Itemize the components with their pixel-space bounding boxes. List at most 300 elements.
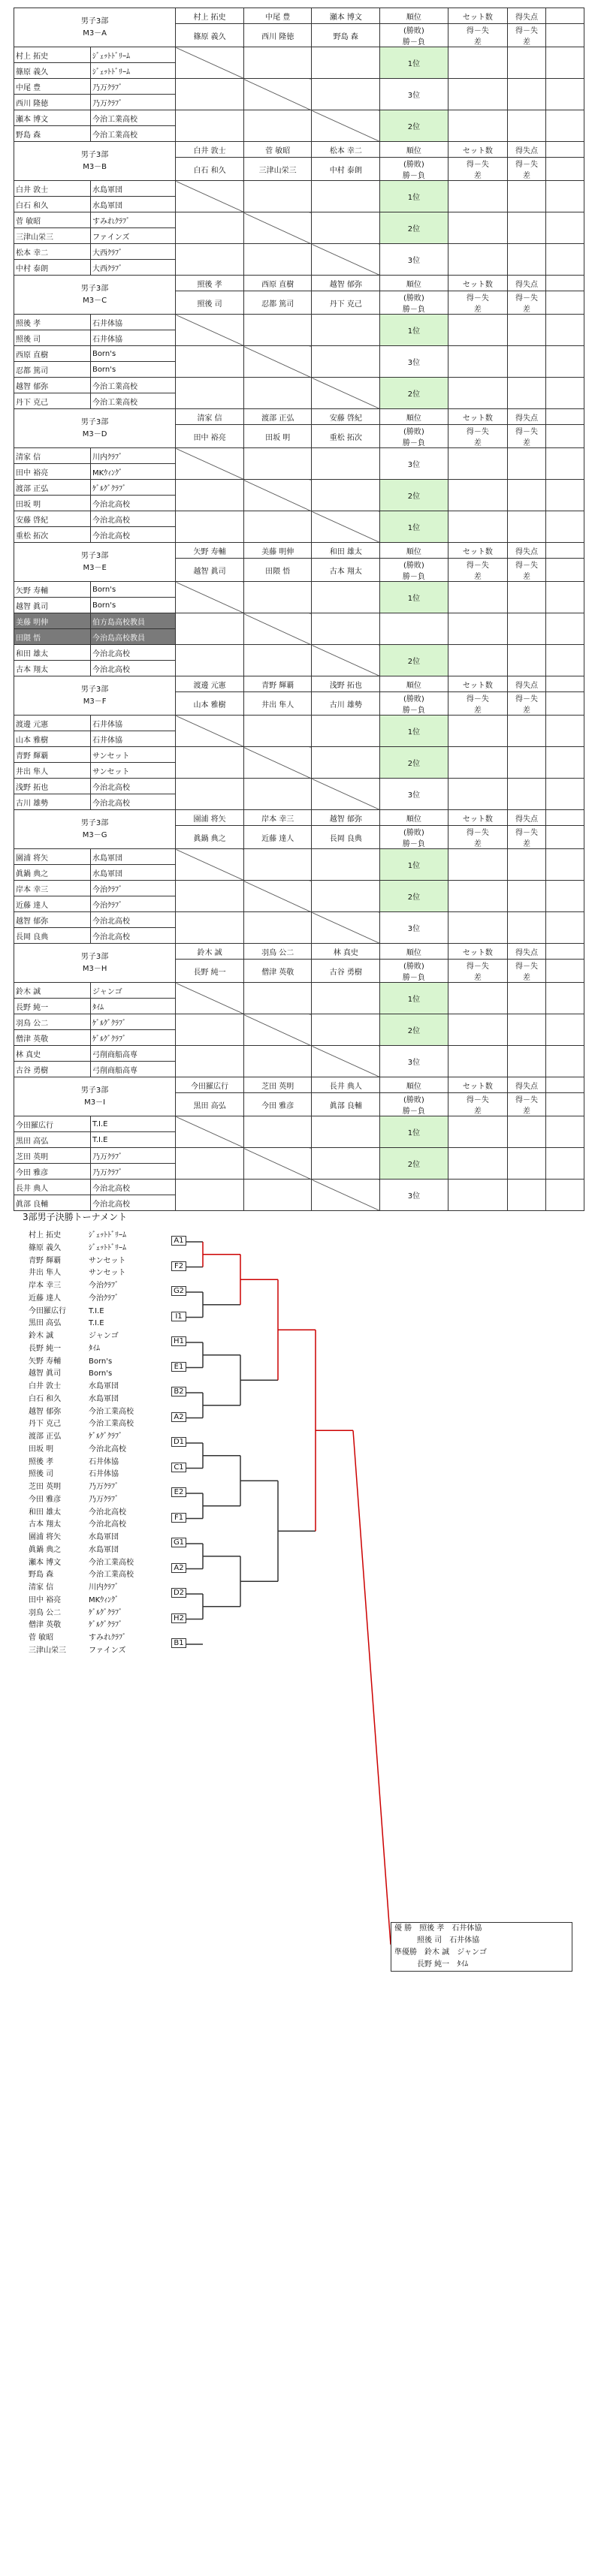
runnerup-name-1: 鈴木 誠 — [424, 1948, 450, 1957]
player-team: 大西ｸﾗﾌﾞ — [90, 260, 175, 276]
header-rank: 順位 — [380, 276, 448, 291]
champion-name-2: 照後 司 — [417, 1936, 442, 1945]
rank-cell: 1位 — [380, 315, 448, 346]
pts-cell — [508, 983, 546, 1014]
bracket-entry: 古本 翔太 今治北高校 — [29, 1520, 126, 1529]
header-player: 美藤 明伸 — [243, 543, 312, 559]
bracket-entry: 井出 隼人 サンセット — [29, 1269, 126, 1278]
pts-cell — [508, 212, 546, 244]
header-player: 西原 直樹 — [243, 276, 312, 291]
player-team: 乃万ｸﾗﾌﾞ — [90, 79, 175, 95]
player-team: ｹﾞﾙｸﾞｸﾗﾌﾞ — [90, 480, 175, 496]
player-team: T.I.E — [90, 1132, 175, 1148]
pts-cell — [508, 645, 546, 676]
bracket-entry: 青野 輝覇 サンセット — [29, 1256, 126, 1265]
player-name: 越智 郁弥 — [14, 378, 91, 393]
match-cell — [312, 511, 380, 543]
match-cell — [243, 983, 312, 1014]
match-cell — [176, 448, 244, 480]
header-partner: 西川 隆徳 — [243, 24, 312, 47]
player-team: 石井体協 — [90, 315, 175, 330]
player-team: 今治北高校 — [90, 794, 175, 810]
bracket-seed-code: I1 — [171, 1312, 186, 1321]
header-partner: 古本 翔太 — [312, 559, 380, 582]
player-name: 黒田 高弘 — [14, 1132, 91, 1148]
player-team: 乃万ｸﾗﾌﾞ — [90, 95, 175, 110]
player-team: 今治島高校教員 — [90, 629, 175, 645]
player-name: 山本 雅樹 — [14, 731, 91, 747]
player-team: 石井体協 — [90, 731, 175, 747]
set-cell — [448, 881, 507, 912]
player-team: 今治ｸﾗﾌﾞ — [90, 896, 175, 912]
bracket-entry: 長野 純一 ﾀｲﾑ — [29, 1344, 100, 1353]
pts-cell — [508, 1148, 546, 1180]
player-name: 田坂 明 — [14, 496, 91, 511]
group-table — [14, 809, 584, 944]
bracket-seed-code: A1 — [171, 1236, 186, 1246]
match-cell — [312, 747, 380, 779]
group-table — [14, 943, 584, 1077]
player-team: T.I.E — [90, 1116, 175, 1132]
player-name: 重松 拓次 — [14, 527, 91, 543]
champion-name-1: 照後 孝 — [419, 1924, 445, 1933]
round-robin-group — [14, 8, 584, 142]
player-name: 田中 裕亮 — [14, 464, 91, 480]
match-cell — [243, 1148, 312, 1180]
bracket-seed-code: B2 — [171, 1387, 186, 1396]
header-partner: 三津山栄三 — [243, 158, 312, 181]
header-partner: 重松 拓次 — [312, 425, 380, 448]
player-team: 今治北高校 — [90, 661, 175, 676]
match-cell — [176, 1116, 244, 1148]
round-robin-group — [14, 809, 584, 944]
player-team: 弓削商船高専 — [90, 1046, 175, 1062]
match-cell — [176, 1148, 244, 1180]
player-name: 越智 眞司 — [14, 598, 91, 613]
player-name: 渡邊 元憲 — [14, 716, 91, 731]
pts-cell — [508, 1046, 546, 1077]
match-cell — [312, 849, 380, 881]
bracket-seed-code: D1 — [171, 1437, 186, 1447]
bracket-entry: 今田羅広行 T.I.E — [29, 1306, 104, 1315]
player-team: 今治北高校 — [90, 1195, 175, 1211]
player-name: 長井 典人 — [14, 1180, 91, 1195]
header-player: 清家 信 — [176, 409, 244, 425]
bracket-seed-code: E1 — [171, 1362, 186, 1372]
pts-cell — [508, 1116, 546, 1148]
header-partner: 近藤 達人 — [243, 826, 312, 849]
player-name: 僧津 英敬 — [14, 1030, 91, 1046]
header-rank-sub: (勝敗) 勝－負 — [380, 425, 448, 448]
match-cell — [312, 582, 380, 613]
bracket-seed-code: A2 — [171, 1563, 186, 1573]
header-partner: 山本 雅樹 — [176, 692, 244, 716]
champion-team-2: 石井体協 — [449, 1936, 480, 1945]
header-pts-sub: 得－失 差 — [508, 826, 546, 849]
rank-cell: 1位 — [380, 983, 448, 1014]
set-cell — [448, 613, 507, 645]
pts-cell — [508, 346, 546, 378]
round-robin-group — [14, 141, 584, 276]
pts-cell — [508, 79, 546, 110]
bracket-entry: 園浦 将矢 水島軍団 — [29, 1533, 119, 1541]
header-player: 岸本 幸三 — [243, 810, 312, 826]
rank-cell: 1位 — [380, 511, 448, 543]
player-name: 丹下 克己 — [14, 393, 91, 409]
header-player: 菅 敏昭 — [243, 142, 312, 158]
header-player: 羽鳥 公二 — [243, 944, 312, 960]
match-cell — [312, 448, 380, 480]
player-team: ｼﾞｪｯﾄﾄﾞﾘｰﾑ — [90, 47, 175, 63]
header-player: 越智 郁弥 — [312, 810, 380, 826]
set-cell — [448, 181, 507, 212]
bracket-entry: 白石 和久 水島軍団 — [29, 1394, 119, 1403]
match-cell — [243, 613, 312, 645]
set-cell — [448, 79, 507, 110]
header-rank: 順位 — [380, 944, 448, 960]
set-cell — [448, 1046, 507, 1077]
player-team: Born's — [90, 346, 175, 362]
match-cell — [176, 212, 244, 244]
match-cell — [243, 79, 312, 110]
header-partner: 黒田 高弘 — [176, 1093, 244, 1116]
match-cell — [176, 244, 244, 276]
runnerup-label: 準優勝 — [394, 1948, 417, 1957]
header-set-sub: 得－失 差 — [448, 559, 507, 582]
player-team: 今治工業高校 — [90, 110, 175, 126]
match-cell — [243, 1046, 312, 1077]
header-rank-sub: (勝敗) 勝－負 — [380, 559, 448, 582]
pts-cell — [508, 779, 546, 810]
match-cell — [312, 346, 380, 378]
player-name: 古本 翔太 — [14, 661, 91, 676]
player-team: 水島軍団 — [90, 865, 175, 881]
rank-cell — [380, 613, 448, 645]
player-team: 今治ｸﾗﾌﾞ — [90, 881, 175, 896]
player-name: 西原 直樹 — [14, 346, 91, 362]
match-cell — [312, 110, 380, 142]
bracket-entry: 越智 郁弥 今治工業高校 — [29, 1407, 134, 1416]
match-cell — [243, 1014, 312, 1046]
rank-cell: 3位 — [380, 244, 448, 276]
bracket-seed-code: H1 — [171, 1336, 186, 1346]
player-team: 今治北高校 — [90, 511, 175, 527]
header-rank-sub: (勝敗) 勝－負 — [380, 24, 448, 47]
header-partner: 忍都 篤司 — [243, 291, 312, 315]
bracket-entry: 菅 敏昭 すみれｸﾗﾌﾞ — [29, 1634, 126, 1642]
set-cell — [448, 480, 507, 511]
rank-cell: 2位 — [380, 480, 448, 511]
header-player: 青野 輝覇 — [243, 676, 312, 692]
rank-cell: 1位 — [380, 582, 448, 613]
player-name: 忍都 篤司 — [14, 362, 91, 378]
bracket-entry: 近藤 達人 今治ｸﾗﾌﾞ — [29, 1294, 119, 1303]
header-set: セット数 — [448, 944, 507, 960]
group-title: 男子3部 M3－B — [14, 142, 176, 181]
header-set-sub: 得－失 差 — [448, 24, 507, 47]
champion-label: 優 勝 — [394, 1924, 412, 1933]
player-name: 清家 信 — [14, 448, 91, 464]
bracket-entry: 三津山栄三 ファインズ — [29, 1646, 126, 1655]
header-partner: 篠原 義久 — [176, 24, 244, 47]
header-player: 村上 拓史 — [176, 8, 244, 24]
rank-cell: 3位 — [380, 448, 448, 480]
pts-cell — [508, 849, 546, 881]
pts-cell — [508, 881, 546, 912]
header-player: 渡部 正弘 — [243, 409, 312, 425]
header-player: 林 真史 — [312, 944, 380, 960]
match-cell — [312, 983, 380, 1014]
bracket-entry: 野島 森 今治工業高校 — [29, 1571, 134, 1580]
match-cell — [243, 716, 312, 747]
header-pts: 得失点 — [508, 8, 546, 24]
header-player: 白井 敦士 — [176, 142, 244, 158]
rank-cell: 2位 — [380, 212, 448, 244]
pts-cell — [508, 1014, 546, 1046]
player-name: 照後 孝 — [14, 315, 91, 330]
bracket-seed-code: E2 — [171, 1487, 186, 1497]
bracket-seed-code: C1 — [171, 1463, 186, 1472]
runnerup-team-1: ジャンゴ — [457, 1948, 487, 1957]
set-cell — [448, 582, 507, 613]
set-cell — [448, 779, 507, 810]
player-team: ﾀｲﾑ — [90, 999, 175, 1014]
player-name: 鈴木 誠 — [14, 983, 91, 999]
player-name: 西川 隆徳 — [14, 95, 91, 110]
player-team: 今治北高校 — [90, 496, 175, 511]
match-cell — [243, 378, 312, 409]
rank-cell: 3位 — [380, 912, 448, 944]
set-cell — [448, 1148, 507, 1180]
player-name: 芝田 英明 — [14, 1148, 91, 1164]
match-cell — [176, 47, 244, 79]
header-partner: 野島 森 — [312, 24, 380, 47]
match-cell — [176, 779, 244, 810]
rank-cell: 1位 — [380, 47, 448, 79]
group-table — [14, 275, 584, 409]
round-robin-group — [14, 1077, 584, 1211]
header-pts-sub: 得－失 差 — [508, 692, 546, 716]
player-team: 水島軍団 — [90, 181, 175, 197]
header-partner: 眞部 良輔 — [312, 1093, 380, 1116]
rank-cell: 1位 — [380, 849, 448, 881]
set-cell — [448, 212, 507, 244]
header-player: 芝田 英明 — [243, 1077, 312, 1093]
match-cell — [243, 881, 312, 912]
header-partner: 長岡 良典 — [312, 826, 380, 849]
bracket-entry: 篠原 義久 ｼﾞｪｯﾄﾄﾞﾘｰﾑ — [29, 1243, 126, 1252]
rank-cell: 2位 — [380, 378, 448, 409]
header-partner: 田隈 悟 — [243, 559, 312, 582]
header-rank: 順位 — [380, 810, 448, 826]
match-cell — [243, 244, 312, 276]
group-title: 男子3部 M3－A — [14, 8, 176, 47]
match-cell — [176, 983, 244, 1014]
match-cell — [312, 1014, 380, 1046]
player-name: 三津山栄三 — [14, 228, 91, 244]
player-name: 村上 拓史 — [14, 47, 91, 63]
round-robin-group — [14, 408, 584, 543]
player-team: 今治工業高校 — [90, 393, 175, 409]
match-cell — [176, 511, 244, 543]
match-cell — [176, 181, 244, 212]
player-name: 田隈 悟 — [14, 629, 91, 645]
match-cell — [243, 212, 312, 244]
bracket-entry: 田中 裕亮 MKｳｨﾝｸﾞ — [29, 1595, 119, 1604]
player-team: Born's — [90, 598, 175, 613]
header-set-sub: 得－失 差 — [448, 826, 507, 849]
header-partner: 白石 和久 — [176, 158, 244, 181]
header-pts: 得失点 — [508, 543, 546, 559]
header-player: 照後 孝 — [176, 276, 244, 291]
match-cell — [176, 378, 244, 409]
header-player: 浅野 拓也 — [312, 676, 380, 692]
header-player: 安藤 啓紀 — [312, 409, 380, 425]
player-team: 石井体協 — [90, 330, 175, 346]
rank-cell: 2位 — [380, 881, 448, 912]
header-set: セット数 — [448, 8, 507, 24]
header-partner: 今田 雅彦 — [243, 1093, 312, 1116]
header-pts: 得失点 — [508, 944, 546, 960]
header-rank: 順位 — [380, 409, 448, 425]
pts-cell — [508, 244, 546, 276]
player-team: 今治工業高校 — [90, 378, 175, 393]
bracket-seed-code: G1 — [171, 1538, 186, 1547]
player-name: 白石 和久 — [14, 197, 91, 212]
header-rank-sub: (勝敗) 勝－負 — [380, 291, 448, 315]
set-cell — [448, 110, 507, 142]
player-name: 浅野 拓也 — [14, 779, 91, 794]
runnerup-name-2: 長野 純一 — [417, 1960, 450, 1969]
player-name: 菅 敏昭 — [14, 212, 91, 228]
player-team: 乃万ｸﾗﾌﾞ — [90, 1148, 175, 1164]
bracket-seed-code: F2 — [171, 1261, 186, 1271]
match-cell — [176, 1046, 244, 1077]
player-team: 伯方島高校教員 — [90, 613, 175, 629]
player-team: 今治北高校 — [90, 928, 175, 944]
player-team: すみれｸﾗﾌﾞ — [90, 212, 175, 228]
player-name: 篠原 義久 — [14, 63, 91, 79]
bracket-title: 3部男子決勝トーナメント — [23, 1212, 128, 1222]
header-player: 中尾 豊 — [243, 8, 312, 24]
header-pts-sub: 得－失 差 — [508, 24, 546, 47]
match-cell — [312, 613, 380, 645]
rank-cell: 2位 — [380, 645, 448, 676]
match-cell — [312, 378, 380, 409]
rank-cell: 3位 — [380, 1180, 448, 1211]
set-cell — [448, 378, 507, 409]
header-pts: 得失点 — [508, 810, 546, 826]
match-cell — [243, 747, 312, 779]
header-pts-sub: 得－失 差 — [508, 425, 546, 448]
player-team: 弓削商船高専 — [90, 1062, 175, 1077]
header-set-sub: 得－失 差 — [448, 960, 507, 983]
rank-cell: 1位 — [380, 716, 448, 747]
header-rank: 順位 — [380, 1077, 448, 1093]
match-cell — [243, 511, 312, 543]
header-pts: 得失点 — [508, 142, 546, 158]
match-cell — [176, 881, 244, 912]
bracket-entry: 清家 信 川内ｸﾗﾌﾞ — [29, 1583, 119, 1592]
round-robin-group — [14, 943, 584, 1077]
match-cell — [312, 1180, 380, 1211]
champion-box — [391, 1922, 572, 1972]
player-name: 林 真史 — [14, 1046, 91, 1062]
header-set-sub: 得－失 差 — [448, 1093, 507, 1116]
match-cell — [176, 79, 244, 110]
match-cell — [176, 716, 244, 747]
runnerup-team-2: ﾀｲﾑ — [457, 1960, 469, 1969]
bracket-entry: 今田 雅彦 乃万ｸﾗﾌﾞ — [29, 1495, 119, 1504]
bracket-entry: 芝田 英明 乃万ｸﾗﾌﾞ — [29, 1483, 119, 1491]
header-rank-sub: (勝敗) 勝－負 — [380, 692, 448, 716]
player-team: サンセット — [90, 763, 175, 779]
bracket-seed-code: D2 — [171, 1588, 186, 1598]
rank-cell: 2位 — [380, 110, 448, 142]
header-player: 越智 郁弥 — [312, 276, 380, 291]
player-team: 今治北高校 — [90, 779, 175, 794]
pts-cell — [508, 378, 546, 409]
header-partner: 丹下 克己 — [312, 291, 380, 315]
player-team: ｹﾞﾙｸﾞｸﾗﾌﾞ — [90, 1030, 175, 1046]
player-name: 野島 森 — [14, 126, 91, 142]
player-team: 今治北高校 — [90, 645, 175, 661]
match-cell — [312, 79, 380, 110]
player-name: 青野 輝覇 — [14, 747, 91, 763]
header-partner: 眞鍋 典之 — [176, 826, 244, 849]
player-team: Born's — [90, 362, 175, 378]
player-name: 眞部 良輔 — [14, 1195, 91, 1211]
rank-cell: 3位 — [380, 779, 448, 810]
pts-cell — [508, 315, 546, 346]
header-player: 矢野 寿輔 — [176, 543, 244, 559]
group-title: 男子3部 M3－D — [14, 409, 176, 448]
header-pts: 得失点 — [508, 1077, 546, 1093]
player-name: 羽鳥 公二 — [14, 1014, 91, 1030]
set-cell — [448, 1116, 507, 1148]
pts-cell — [508, 480, 546, 511]
player-team: 今治北高校 — [90, 527, 175, 543]
header-partner: 中村 泰朗 — [312, 158, 380, 181]
round-robin-group — [14, 275, 584, 409]
group-title: 男子3部 M3－H — [14, 944, 176, 983]
header-rank-sub: (勝敗) 勝－負 — [380, 1093, 448, 1116]
player-team: MKｳｨﾝｸﾞ — [90, 464, 175, 480]
header-player: 松本 幸二 — [312, 142, 380, 158]
header-set-sub: 得－失 差 — [448, 291, 507, 315]
player-name: 越智 郁弥 — [14, 912, 91, 928]
pts-cell — [508, 582, 546, 613]
player-name: 矢野 寿輔 — [14, 582, 91, 598]
header-partner: 井出 隼人 — [243, 692, 312, 716]
match-cell — [243, 315, 312, 346]
rank-cell: 2位 — [380, 1148, 448, 1180]
bracket-entry: 眞鍋 典之 水島軍団 — [29, 1545, 119, 1554]
player-name: 古川 雄勢 — [14, 794, 91, 810]
player-name: 渡部 正弘 — [14, 480, 91, 496]
group-table — [14, 141, 584, 276]
pts-cell — [508, 716, 546, 747]
match-cell — [312, 912, 380, 944]
header-partner: 長野 純一 — [176, 960, 244, 983]
player-team: 大西ｸﾗﾌﾞ — [90, 244, 175, 260]
header-set: セット数 — [448, 1077, 507, 1093]
set-cell — [448, 849, 507, 881]
player-name: 近藤 達人 — [14, 896, 91, 912]
pts-cell — [508, 448, 546, 480]
rank-cell: 3位 — [380, 346, 448, 378]
bracket-entry: 照後 司 石井体協 — [29, 1470, 119, 1479]
